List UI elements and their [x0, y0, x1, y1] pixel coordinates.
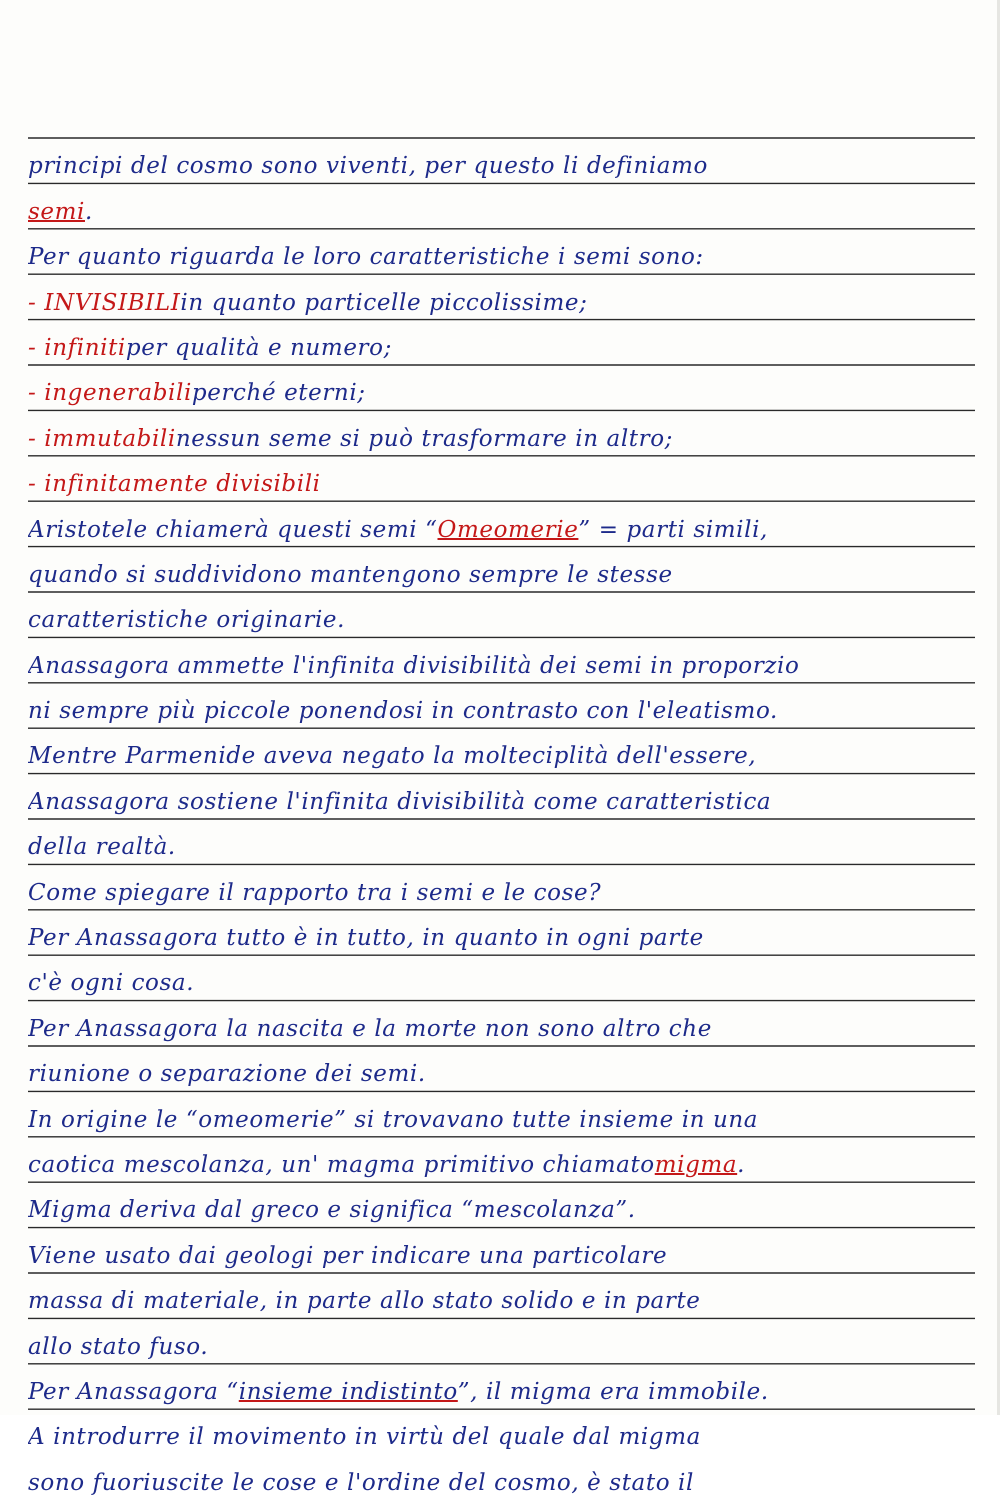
- note-text: A introdurre il movimento in virtù del quale dal migma: [28, 1424, 701, 1451]
- note-text: quando si suddividono mantengono sempre le stesse: [28, 561, 673, 588]
- note-line-29: [28, 1409, 978, 1454]
- note-line-4: [28, 274, 978, 319]
- note-keyword: Omeomerie: [437, 516, 579, 543]
- note-text: Anassagora sostiene l'infinita divisibilità come caratteristica: [28, 788, 772, 815]
- note-line-16: [28, 819, 978, 864]
- note-line-2: [28, 183, 978, 228]
- note-text: ” = parti simili,: [578, 516, 768, 543]
- note-text: riunione o separazione dei semi.: [28, 1061, 426, 1088]
- note-text: sono fuoriuscite le cose e l'ordine del cosmo, è stato il: [28, 1469, 694, 1496]
- note-text: Migma deriva dal greco e significa “mescolanza”.: [28, 1197, 636, 1224]
- note-line-10: [28, 547, 978, 592]
- note-text: caotica mescolanza, un' magma primitivo chiamato: [28, 1151, 655, 1178]
- note-underlined-phrase: insieme indistinto: [238, 1378, 458, 1405]
- handwritten-notes: [28, 138, 978, 1500]
- note-line-30: [28, 1454, 978, 1499]
- note-line-14: [28, 728, 978, 773]
- note-line-20: [28, 1000, 978, 1045]
- note-line-22: [28, 1091, 978, 1136]
- note-text: .: [84, 198, 93, 225]
- note-text: massa di materiale, in parte allo stato solido e in parte: [28, 1288, 701, 1315]
- note-text: In origine le “omeomerie” si trovavano tutte insieme in una: [28, 1106, 759, 1133]
- note-text: Mentre Parmenide aveva negato la molteciplità dell'essere,: [28, 743, 757, 770]
- note-text: Aristotele chiamerà questi semi “: [28, 516, 438, 543]
- note-line-27: [28, 1318, 978, 1363]
- note-text: c'è ogni cosa.: [28, 970, 195, 997]
- note-line-24: [28, 1182, 978, 1227]
- note-keyword: - ingenerabili: [28, 380, 192, 407]
- note-keyword: - INVISIBILI: [28, 289, 181, 316]
- note-text: perché eterni;: [191, 380, 366, 407]
- note-line-5: [28, 320, 978, 365]
- note-line-18: [28, 910, 978, 955]
- note-text: Per quanto riguarda le loro caratteristiche i semi sono:: [28, 244, 704, 271]
- note-line-23: [28, 1137, 978, 1182]
- note-text: ”, il migma era immobile.: [457, 1378, 769, 1405]
- note-line-15: [28, 773, 978, 818]
- note-line-9: [28, 501, 978, 546]
- note-line-7: [28, 410, 978, 455]
- note-line-1: [28, 138, 978, 183]
- note-text: Anassagora ammette l'infinita divisibilità dei semi in proporzio: [28, 652, 800, 679]
- note-line-8: [28, 456, 978, 501]
- note-line-28: [28, 1364, 978, 1409]
- note-text: in quanto particelle piccolissime;: [180, 289, 588, 316]
- note-keyword: - infiniti: [28, 334, 126, 361]
- note-keyword: - infinitamente divisibili: [28, 471, 321, 498]
- note-text: .: [737, 1151, 746, 1178]
- note-line-6: [28, 365, 978, 410]
- note-line-12: [28, 637, 978, 682]
- note-text: per qualità e numero;: [125, 334, 392, 361]
- note-keyword: semi: [28, 198, 85, 225]
- note-text: nessun seme si può trasformare in altro;: [175, 425, 674, 452]
- note-line-17: [28, 864, 978, 909]
- note-text: principi del cosmo sono viventi, per questo li definiamo: [28, 153, 708, 180]
- note-text: Come spiegare il rapporto tra i semi e le cose?: [28, 879, 602, 906]
- note-line-19: [28, 955, 978, 1000]
- note-text: ni sempre più piccole ponendosi in contrasto con l'eleatismo.: [28, 698, 778, 725]
- note-line-25: [28, 1227, 978, 1272]
- note-line-3: [28, 229, 978, 274]
- note-text: caratteristiche originarie.: [28, 607, 346, 634]
- note-text: Per Anassagora tutto è in tutto, in quanto in ogni parte: [28, 925, 704, 952]
- note-line-26: [28, 1273, 978, 1318]
- note-line-11: [28, 592, 978, 637]
- note-keyword: migma: [654, 1151, 738, 1178]
- note-text: allo stato fuso.: [28, 1333, 209, 1360]
- note-text: Viene usato dai geologi per indicare una particolare: [28, 1242, 668, 1269]
- note-text: della realtà.: [28, 834, 176, 861]
- note-keyword: - immutabili: [28, 425, 176, 452]
- note-text: Per Anassagora la nascita e la morte non sono altro che: [28, 1015, 712, 1042]
- note-line-21: [28, 1046, 978, 1091]
- note-line-13: [28, 683, 978, 728]
- note-text: Per Anassagora “: [28, 1378, 239, 1405]
